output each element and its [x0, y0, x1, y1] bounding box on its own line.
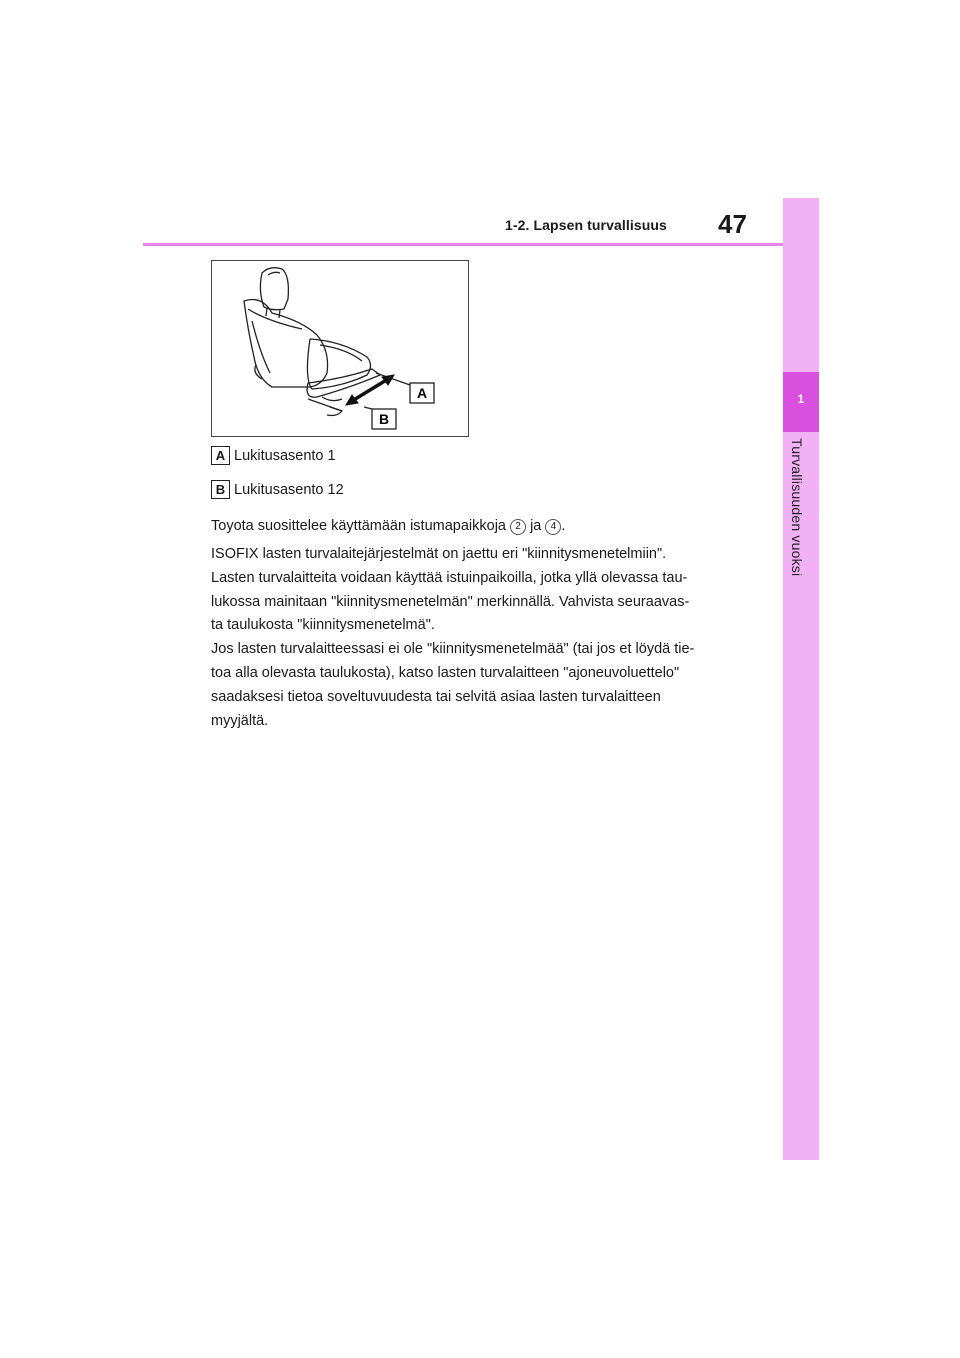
paragraph-line: ISOFIX lasten turvalaitejärjestelmät on jaettu eri "kiinnitysmenetelmiin". [211, 546, 667, 562]
recommendation-conjunction: ja [530, 518, 542, 534]
callout-a-label: A [416, 385, 428, 401]
legend-text-b: Lukitusasento 12 [234, 481, 344, 498]
seat-drawing [212, 261, 468, 436]
isofix-paragraph [211, 543, 751, 733]
recommendation-period: . [561, 518, 566, 534]
header-rule [143, 243, 783, 246]
legend-item-a [211, 446, 336, 465]
paragraph-line: saadaksesi tietoa soveltuvuudesta tai selvitä asiaa lasten turvalaitteen [211, 688, 661, 705]
recommendation-text: Toyota suosittelee käyttämään istumapaikkoja [211, 518, 506, 534]
recommendation-paragraph [211, 515, 751, 539]
paragraph-line: lukossa mainitaan "kiinnitysmenetelmän" merkinnällä. Vahvista seuraavas- [211, 593, 690, 610]
legend-item-b [211, 480, 344, 499]
seat-illustration [211, 260, 469, 437]
legend-badge-a: A [211, 446, 230, 465]
paragraph-line: Lasten turvalaitteita voidaan käyttää istuinpaikoilla, jotka yllä olevassa tau- [211, 569, 688, 586]
paragraph-line: toa alla olevasta taulukosta), katso lasten turvalaitteen "ajoneuvoluettelo" [211, 664, 680, 681]
legend-text-a: Lukitusasento 1 [234, 447, 336, 464]
paragraph-line: myyjältä. [211, 712, 269, 729]
paragraph-line: ta taulukosta "kiinnitysmenetelmä". [211, 617, 435, 634]
seat-number-4: 4 [545, 519, 561, 535]
paragraph-line: Jos lasten turvalaitteessasi ei ole "kiinnitysmenetelmää" (tai jos et löydä tie- [211, 641, 695, 658]
chapter-title: Turvallisuuden vuoksi [789, 438, 805, 577]
side-tab [783, 198, 819, 1160]
legend-badge-b: B [211, 480, 230, 499]
callout-b-label: B [378, 411, 390, 427]
seat-number-2: 2 [510, 519, 526, 535]
page-number: 47 [718, 209, 747, 239]
chapter-number: 1 [797, 392, 805, 406]
section-title: 1-2. Lapsen turvallisuus [505, 217, 667, 233]
